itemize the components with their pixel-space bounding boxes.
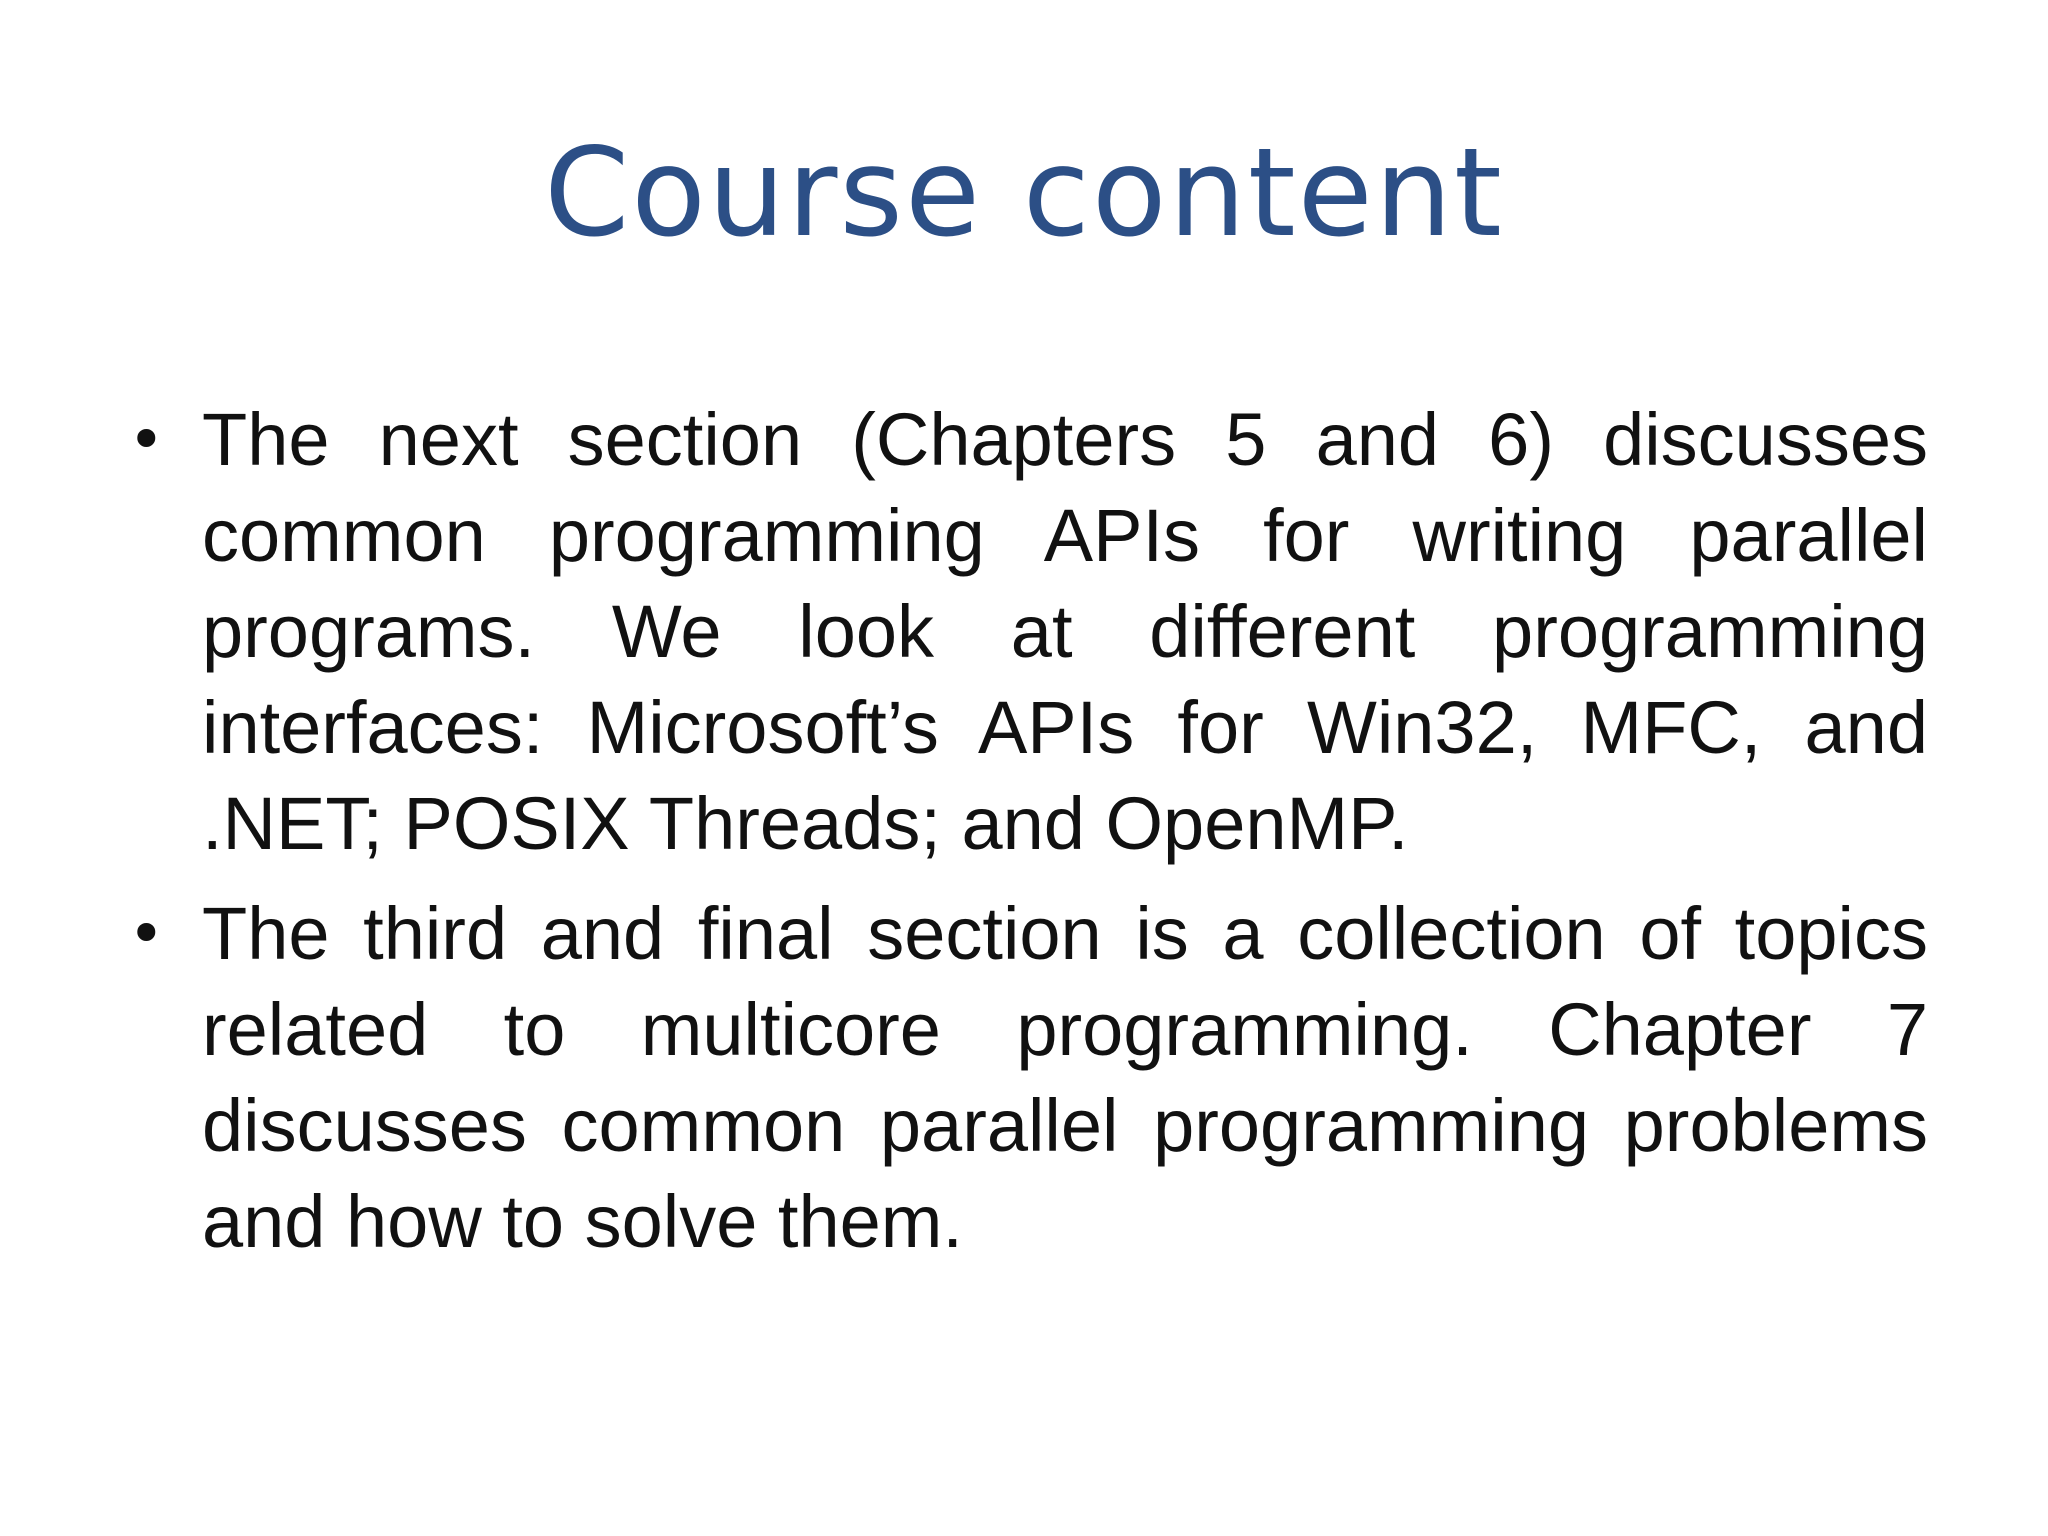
bullet-item [120, 392, 1928, 872]
bullet-icon: • [128, 403, 165, 476]
bullet-text: The third and final section is a collection of topics related to multicore programming. Chapter 7 discusses common parallel programming problems and how to solve them. [202, 892, 1928, 1263]
bullet-text: The next section (Chapters 5 and 6) discusses common programming APIs for writing parallel programs. We look at different programming interfaces: Microsoft’s APIs for Win32, MFC, and .NET; POSIX Threads; and OpenMP. [202, 398, 1928, 865]
bullet-item [120, 886, 1928, 1270]
bullet-icon: • [128, 897, 165, 970]
bullet-list [120, 392, 1928, 1284]
slide-title: Course content [544, 122, 1504, 264]
